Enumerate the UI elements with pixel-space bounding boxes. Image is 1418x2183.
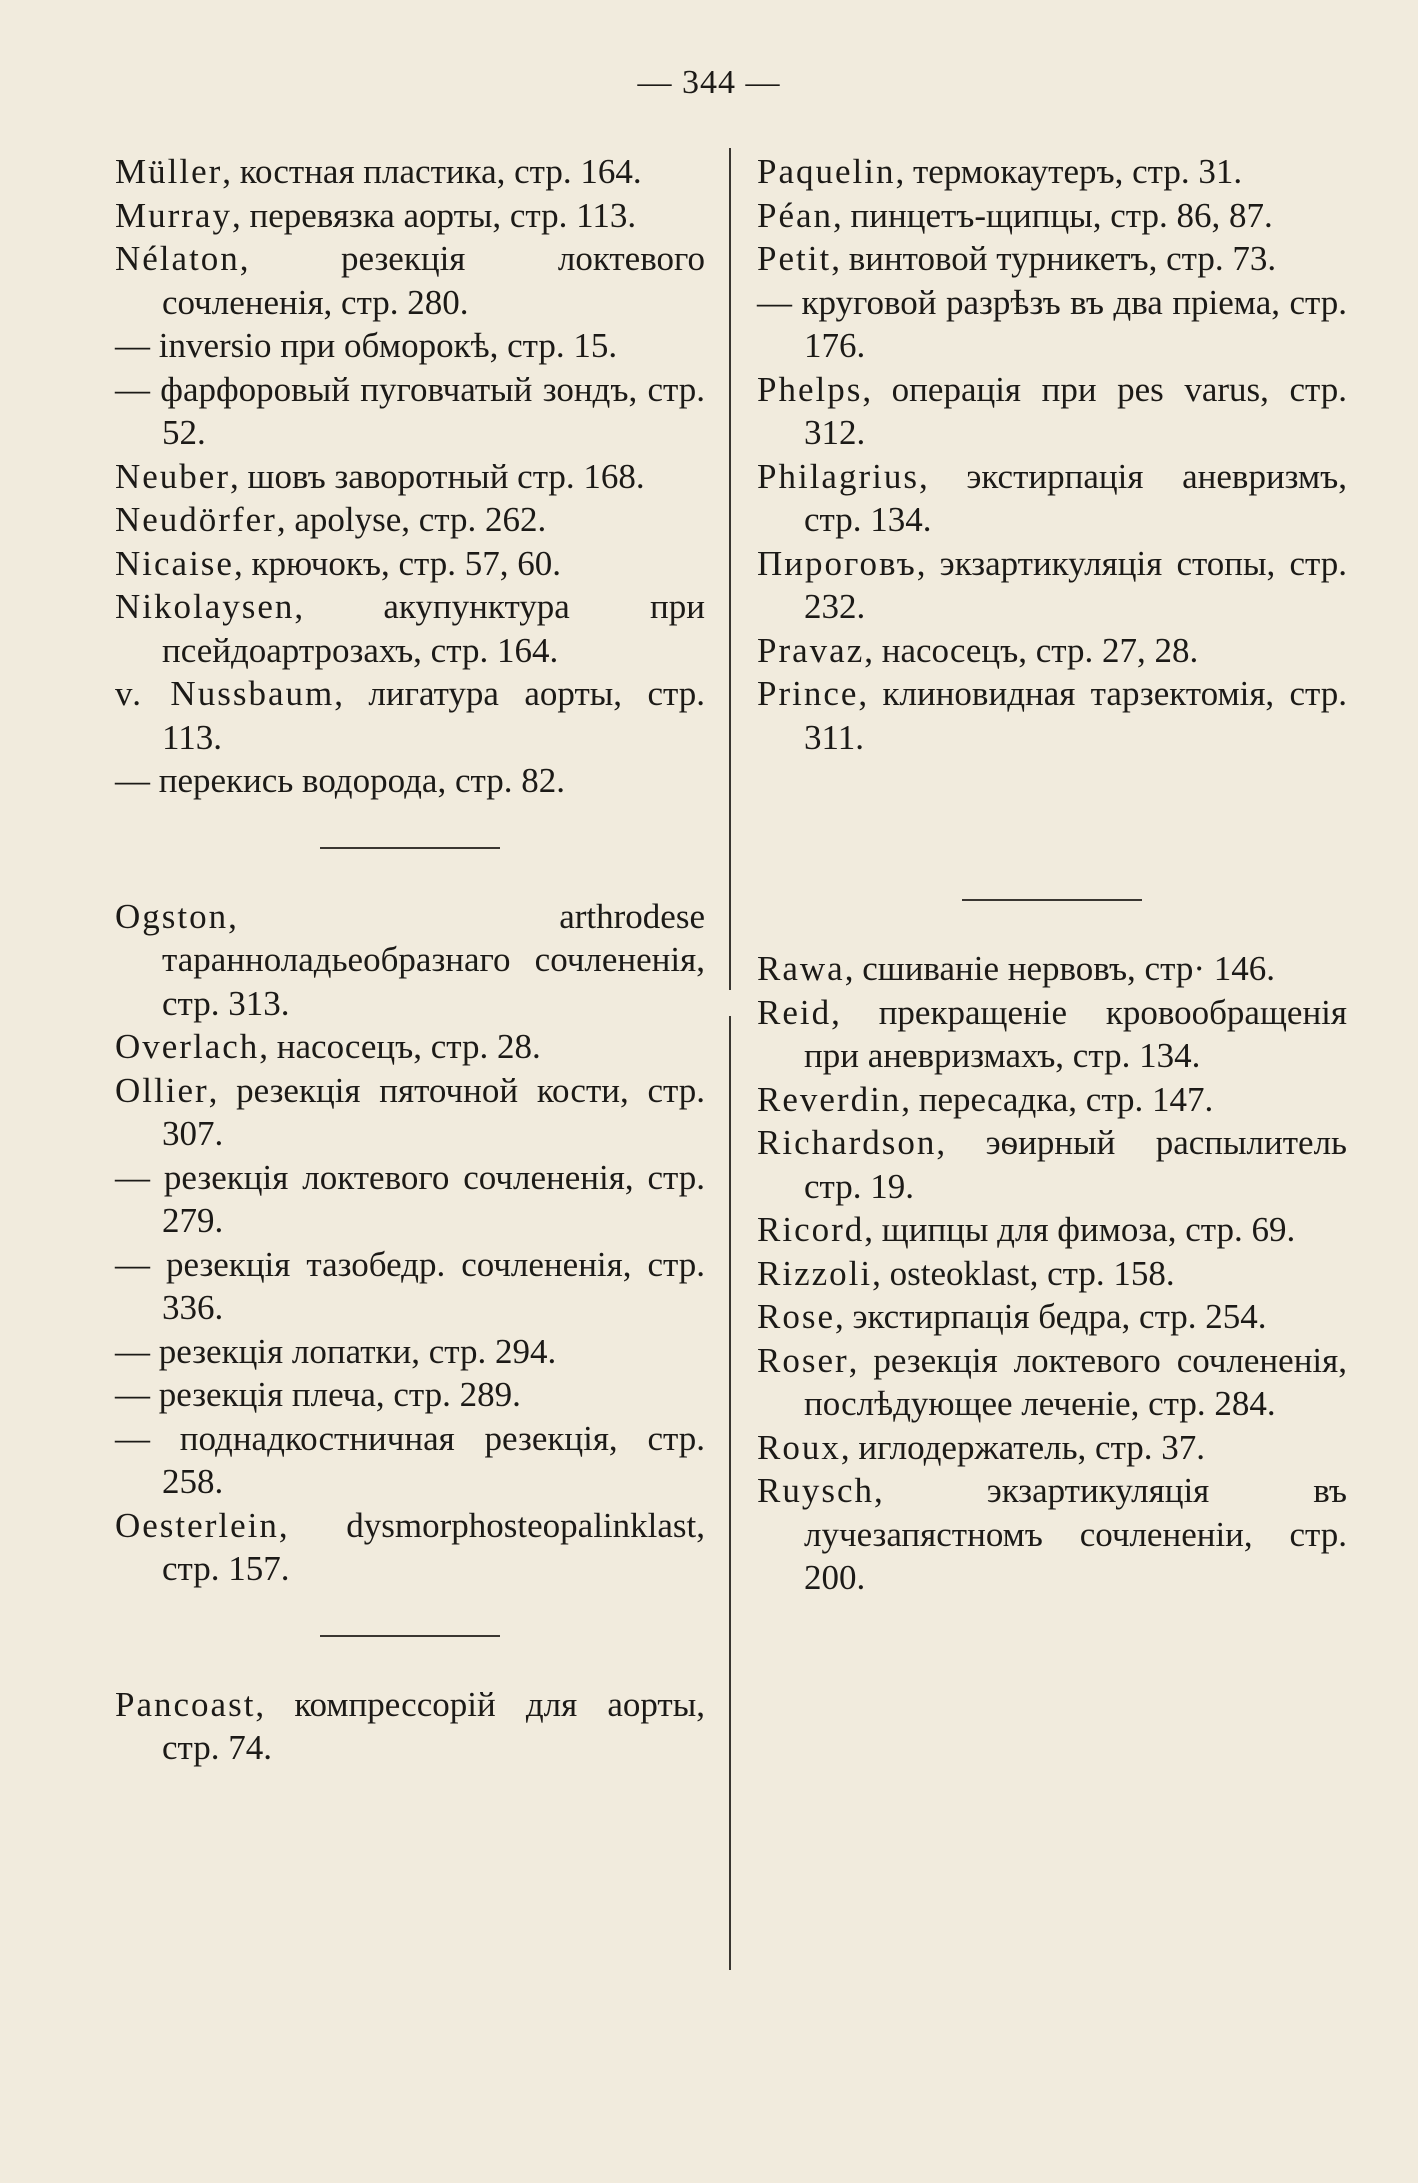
index-entry <box>757 1339 1347 1426</box>
index-entry <box>115 1330 705 1374</box>
index-entry <box>757 1426 1347 1470</box>
entry-text: , пинцетъ-щипцы, стр. 86, 87. <box>833 195 1273 235</box>
section-separator <box>320 1635 500 1637</box>
entry-text: , шовъ заворотный стр. 168. <box>230 456 645 496</box>
entry-text: , клиновидная тарзектомія, стр. 311. <box>804 674 1347 757</box>
entry-text: , dysmorphosteopalinklast, стр. 157. <box>162 1505 705 1588</box>
index-entry <box>757 947 1347 991</box>
entry-name: v. Nussbaum <box>115 674 335 713</box>
section-separator <box>962 899 1142 901</box>
entry-name: Pancoast <box>115 1684 256 1724</box>
entry-text: , иглодержатель, стр. 37. <box>840 1427 1206 1467</box>
entry-text: — круговой разрѣзъ въ два пріема, стр. 176. <box>757 282 1347 365</box>
entry-text: , эѳирный распылитель стр. 19. <box>804 1123 1347 1206</box>
index-entry <box>115 542 705 586</box>
entry-name: Пироговъ <box>757 543 917 583</box>
index-entry <box>115 1504 705 1591</box>
entry-text: — поднадкостничная резекція, стр. 258. <box>115 1418 705 1501</box>
right-column <box>757 150 1347 1600</box>
entry-text: , насосецъ, стр. 27, 28. <box>864 630 1199 670</box>
entry-text: , резекція пяточной кости, стр. 307. <box>162 1070 705 1153</box>
entry-text: — перекись водорода, стр. 82. <box>115 761 565 800</box>
entry-text: , резекція локтевого сочлененія, послѣдующее леченіе, стр. 284. <box>804 1340 1347 1423</box>
section-separator <box>320 847 500 849</box>
entry-name: Murray <box>115 195 232 235</box>
index-entry <box>115 585 705 672</box>
column-divider-bottom <box>729 1016 731 1970</box>
entry-name: Péan <box>757 195 834 235</box>
entry-name: Phelps <box>757 369 863 409</box>
entry-name: Philagrius <box>757 456 919 496</box>
entry-name: Oesterlein <box>115 1505 279 1545</box>
column-divider-top <box>729 148 731 990</box>
index-entry <box>115 1373 705 1417</box>
index-entry <box>757 455 1347 542</box>
entry-name: Prince <box>757 674 859 713</box>
index-entry <box>115 1025 705 1069</box>
entry-text: , термокаутеръ, стр. 31. <box>895 152 1243 191</box>
entry-text: , лигатура аорты, стр. 113. <box>162 674 705 757</box>
index-entry <box>115 895 705 1026</box>
entry-name: Pravaz <box>757 630 865 670</box>
index-entry <box>757 237 1347 281</box>
entry-text: , насосецъ, стр. 28. <box>259 1027 541 1066</box>
entry-name: Roux <box>757 1427 841 1467</box>
entry-text: , arthrodese таранноладьеобразнаго сочлененія, стр. 313. <box>162 896 705 1023</box>
entry-name: Paquelin <box>757 152 896 191</box>
entry-name: Richardson <box>757 1123 937 1162</box>
column-gap <box>757 759 1347 855</box>
entry-text: , экстирпація аневризмъ, стр. 134. <box>804 456 1347 539</box>
entry-name: Nélaton <box>115 239 240 278</box>
entry-text: — резекція локтевого сочлененія, стр. 279. <box>115 1157 705 1240</box>
index-entry <box>115 368 705 455</box>
index-entry <box>115 150 705 194</box>
index-entry <box>115 455 705 499</box>
entry-name: Neuber <box>115 456 231 496</box>
entry-text: , экстирпація бедра, стр. 254. <box>835 1297 1267 1336</box>
entry-name: Ricord <box>757 1210 865 1249</box>
entry-name: Rose <box>757 1297 835 1336</box>
entry-name: Rizzoli <box>757 1253 873 1293</box>
index-entry <box>115 1156 705 1243</box>
index-entry <box>757 1208 1347 1252</box>
entry-text: , экзартикуляція стопы, стр. 232. <box>804 543 1347 626</box>
index-entry <box>115 1417 705 1504</box>
entry-name: Reverdin <box>757 1079 902 1119</box>
entry-name: Roser <box>757 1340 849 1380</box>
entry-text: , пересадка, стр. 147. <box>901 1079 1214 1119</box>
left-column <box>115 150 705 1770</box>
index-entry <box>757 1295 1347 1339</box>
index-entry <box>115 324 705 368</box>
entry-text: , прекращеніе кровообращенія при аневризмахъ, стр. 134. <box>804 992 1347 1075</box>
entry-text: , винтовой турникетъ, стр. 73. <box>831 239 1277 278</box>
entry-name: Nicaise <box>115 543 234 583</box>
index-entry <box>757 629 1347 673</box>
entry-name: Nikolaysen <box>115 587 295 626</box>
entry-text: , перевязка аорты, стр. 113. <box>231 195 637 235</box>
index-entry <box>757 1469 1347 1600</box>
index-entry <box>757 194 1347 238</box>
entry-text: , сшиваніе нервовъ, стр· 146. <box>844 949 1275 988</box>
entry-text: , экзартикуляція въ лучезапястномъ сочлененіи, стр. 200. <box>804 1471 1347 1597</box>
index-entry <box>115 1243 705 1330</box>
entry-text: , osteoklast, стр. 158. <box>872 1253 1175 1293</box>
entry-text: — резекція тазобедр. сочлененія, стр. 336. <box>115 1244 705 1327</box>
index-entry <box>115 672 705 759</box>
entry-name: Reid <box>757 992 832 1032</box>
index-entry <box>115 237 705 324</box>
entry-name: Overlach <box>115 1027 260 1066</box>
entry-text: , щипцы для фимоза, стр. 69. <box>864 1210 1296 1249</box>
index-entry <box>757 991 1347 1078</box>
entry-name: Ogston <box>115 896 229 936</box>
index-entry <box>115 1069 705 1156</box>
index-entry <box>115 1683 705 1770</box>
index-entry <box>757 150 1347 194</box>
entry-name: Ollier <box>115 1070 209 1110</box>
entry-text: , операція при pes varus, стр. 312. <box>804 369 1347 452</box>
entry-text: , резекція локтевого сочлененія, стр. 280. <box>162 239 705 322</box>
entry-text: , apolyse, стр. 262. <box>276 500 547 539</box>
index-entry <box>115 498 705 542</box>
entry-name: Rawa <box>757 949 845 988</box>
entry-text: — inversio при обморокѣ, стр. 15. <box>115 326 618 365</box>
index-entry <box>757 672 1347 759</box>
index-entry <box>757 542 1347 629</box>
entry-text: — резекція лопатки, стр. 294. <box>115 1331 557 1371</box>
entry-text: , костная пластика, стр. 164. <box>222 152 642 191</box>
entry-text: , крючокъ, стр. 57, 60. <box>233 543 561 583</box>
entry-text: — фарфоровый пуговчатый зондъ, стр. 52. <box>115 369 705 452</box>
entry-text: , акупунктура при псейдоартрозахъ, стр. 164. <box>162 587 705 670</box>
entry-text: , компрессорій для аорты, стр. 74. <box>162 1684 705 1767</box>
entry-text: — резекція плеча, стр. 289. <box>115 1375 521 1414</box>
index-entry <box>757 1252 1347 1296</box>
index-entry <box>757 368 1347 455</box>
index-entry <box>757 1121 1347 1208</box>
entry-name: Ruysch <box>757 1471 874 1510</box>
entry-name: Müller <box>115 152 223 191</box>
index-entry <box>115 759 705 803</box>
index-entry <box>757 1078 1347 1122</box>
index-entry <box>115 194 705 238</box>
entry-name: Neudörfer <box>115 500 277 539</box>
index-entry <box>757 281 1347 368</box>
entry-name: Petit <box>757 239 832 278</box>
page-number: — 344 — <box>637 64 781 101</box>
